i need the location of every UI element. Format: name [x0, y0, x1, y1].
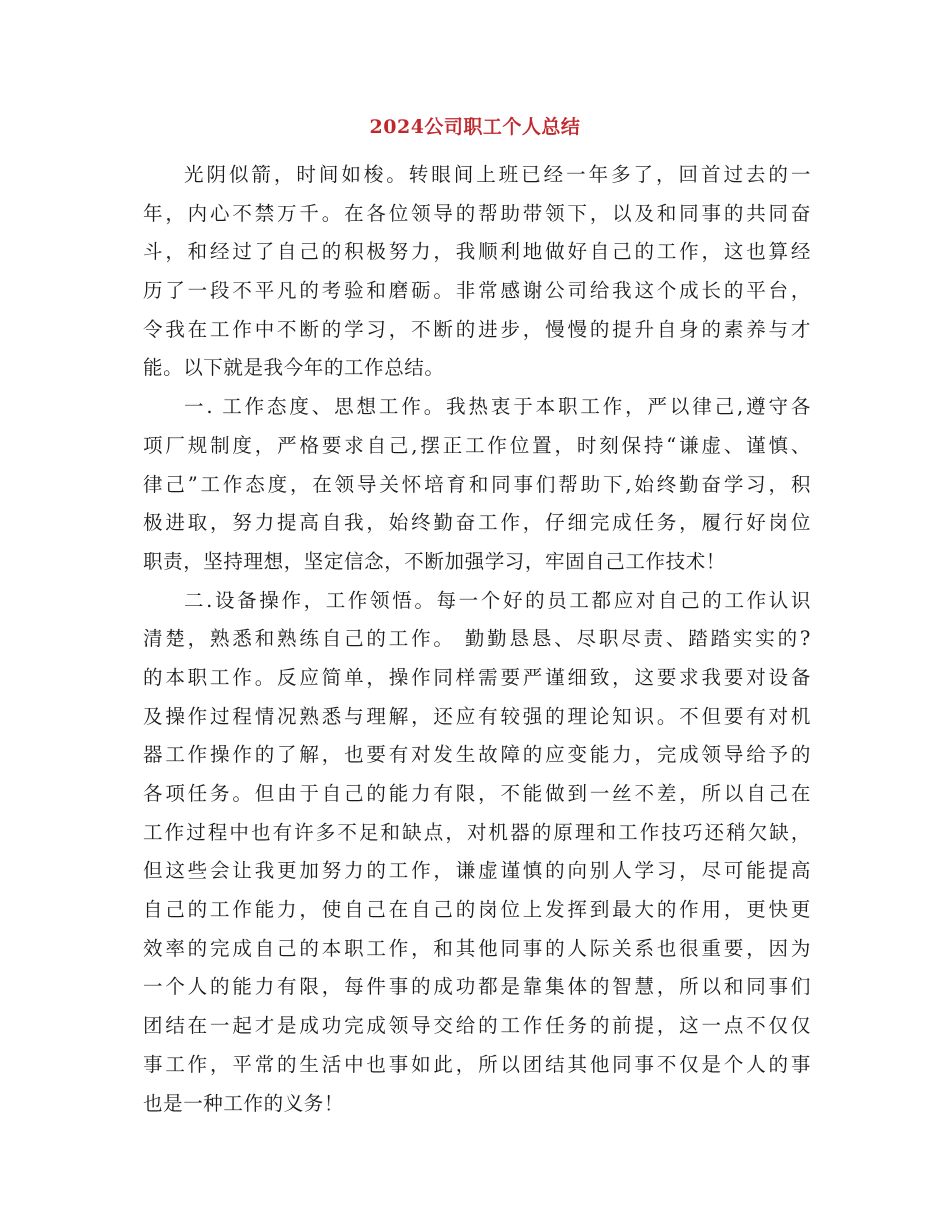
body-line: 工作过程中也有许多不足和缺点，对机器的原理和工作技巧还稍欠缺， [143, 820, 811, 844]
body-line: 二.设备操作，工作领悟。每一个好的员工都应对自己的工作认识 [184, 588, 811, 612]
body-line: 器工作操作的了解，也要有对发生故障的应变能力，完成领导给予的 [143, 743, 811, 767]
body-line: 光阴似箭，时间如梭。转眼间上班已经一年多了，回首过去的一 [184, 163, 811, 186]
document-body [143, 156, 811, 1123]
body-line: 职责，坚持理想，坚定信念，不断加强学习，牢固自己工作技术！ [143, 549, 726, 573]
body-line: 令我在工作中不断的学习，不断的进步，慢慢的提升自身的素养与才 [143, 317, 811, 341]
body-line: 能。以下就是我今年的工作总结。 [143, 356, 445, 380]
body-line: 一. 工作态度、思想工作。我热衷于本职工作，严以律己,遵守各 [184, 395, 811, 419]
body-line: 律己”工作态度，在领导关怀培育和同事们帮助下,始终勤奋学习，积 [143, 472, 811, 496]
body-line: 项厂规制度，严格要求自己,摆正工作位置，时刻保持“谦虚、谨慎、 [143, 433, 811, 457]
body-line: 团结在一起才是成功完成领导交给的工作任务的前提，这一点不仅仅 [143, 1014, 811, 1038]
body-line: 极进取，努力提高自我，始终勤奋工作，仔细完成任务，履行好岗位 [143, 511, 811, 535]
body-line: 及操作过程情况熟悉与理解，还应有较强的理论知识。不但要有对机 [143, 704, 811, 728]
body-line: 自己的工作能力，使自己在自己的岗位上发挥到最大的作用，更快更 [143, 898, 811, 922]
body-line: 事工作，平常的生活中也事如此，所以团结其他同事不仅是个人的事 [143, 1052, 811, 1076]
body-line: 历了一段不平凡的考验和磨砺。非常感谢公司给我这个成长的平台， [143, 279, 811, 303]
body-line: 但这些会让我更加努力的工作，谦虚谨慎的向别人学习，尽可能提高 [143, 859, 811, 883]
body-line: 效率的完成自己的本职工作，和其他同事的人际关系也很重要，因为 [143, 936, 811, 960]
body-line: 年，内心不禁万千。在各位领导的帮助带领下，以及和同事的共同奋 [143, 201, 811, 225]
body-line: 斗，和经过了自己的积极努力，我顺利地做好自己的工作，这也算经 [143, 240, 811, 264]
body-line: 也是一种工作的义务！ [143, 1091, 345, 1115]
body-line: 一个人的能力有限，每件事的成功都是靠集体的智慧，所以和同事们 [143, 975, 811, 999]
body-line: 各项任务。但由于自己的能力有限，不能做到一丝不差，所以自己在 [143, 782, 811, 805]
body-line: 的本职工作。反应简单，操作同样需要严谨细致，这要求我要对设备 [143, 665, 811, 689]
document-title: 2024公司职工个人总结 [369, 116, 581, 138]
body-line: 清楚，熟悉和熟练自己的工作。 勤勤恳恳、尽职尽责、踏踏实实的? [143, 627, 811, 651]
